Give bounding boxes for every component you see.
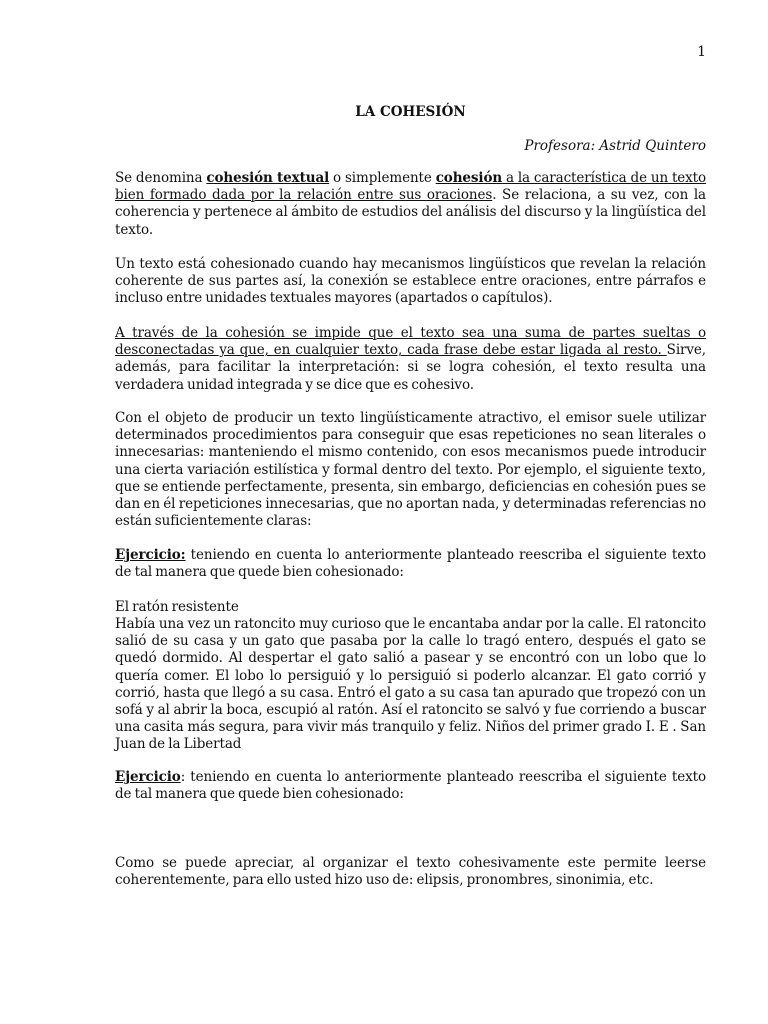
paragraph-cohesion-purpose: [115, 325, 706, 394]
story-title: El ratón resistente: [115, 599, 239, 615]
term-cohesion-textual: cohesión textual: [206, 170, 330, 186]
exercise-label: Ejercicio:: [115, 547, 186, 563]
exercise-instruction-2: [115, 769, 706, 803]
exercise-text: teniendo en cuenta lo anteriormente planteado reescriba el siguiente texto de tal manera que quede bien cohesionado:: [115, 547, 706, 581]
page-number: 1: [697, 44, 706, 60]
exercise-label: Ejercicio: [115, 769, 181, 785]
paragraph-definition: [115, 170, 706, 239]
text-run: o simplemente: [329, 170, 436, 186]
underlined-statement: A través de la cohesión se impide que el texto sea una suma de partes sueltas o desconectadas ya que, en cualquier texto, cada frase debe estar ligada al resto.: [115, 325, 706, 359]
text-run: . Se relaciona, a su vez, con la coherencia y pertenece al ámbito de estudios del análisis del discurso y la lingüística del texto.: [115, 187, 706, 238]
story-body: Había una vez un ratoncito muy curioso que le encantaba andar por la calle. El ratoncito salió de su casa y un gato que pasaba por la calle lo tragó entero, después el gato se quedó dormido. Al despertar el gato salió a pasear y se encontró con un lobo que lo quería comer. El lobo lo persiguió y lo persiguió si poderlo alcanzar. El gato corrió y corrió, hasta que llegó a su casa. Entró el gato a su casa tan apurado que tropezó con un sofá y al abrir la boca, escupió al ratón. Así el ratoncito se salvó y fue corriendo a buscar una casita más segura, para vivir más tranquilo y feliz. Niños del primer grado I. E . San Juan de la Libertad: [115, 616, 706, 753]
exercise-text: : teniendo en cuenta lo anteriormente planteado reescriba el siguiente texto de tal manera que quede bien cohesionado:: [115, 769, 706, 803]
paragraph-cohesion-mechanisms: Un texto está cohesionado cuando hay mecanismos lingüísticos que revelan la relación coherente de sus partes así, la conexión se establece entre oraciones, entre párrafos e incluso entre unidades textuales mayores (apartados o capítulos).: [115, 256, 706, 307]
text-run: Se denomina: [115, 170, 207, 186]
text-run: Sirve, además, para facilitar la interpretación: si se logra cohesión, el texto resulta una verdadera unidad integrada y se dice que es cohesivo.: [115, 342, 706, 393]
author-line: Profesora: Astrid Quintero: [524, 138, 706, 154]
paragraph-procedures: Con el objeto de producir un texto lingüísticamente atractivo, el emisor suele utilizar determinados procedimientos para conseguir que esas repeticiones no sean literales o innecesarias: manteniendo el mismo contenido, con esos mecanismos puede introducir una cierta variación estilística y formal dentro del texto. Por ejemplo, el siguiente texto, que se entiende perfectamente, presenta, sin embargo, deficiencias en cohesión pues se dan en él repeticiones innecesarias, que no aportan nada, y determinadas referencias no están suficientemente claras:: [115, 410, 706, 530]
paragraph-closing: Como se puede apreciar, al organizar el texto cohesivamente este permite leerse coherentemente, para ello usted hizo uso de: elipsis, pronombres, sinonimia, etc.: [115, 855, 706, 889]
exercise-instruction-1: [115, 547, 706, 581]
underlined-definition: a la característica de un texto bien formado dada por la relación entre sus oraciones: [115, 170, 707, 204]
document-title: LA COHESIÓN: [355, 104, 466, 120]
term-cohesion: cohesión: [435, 170, 503, 186]
